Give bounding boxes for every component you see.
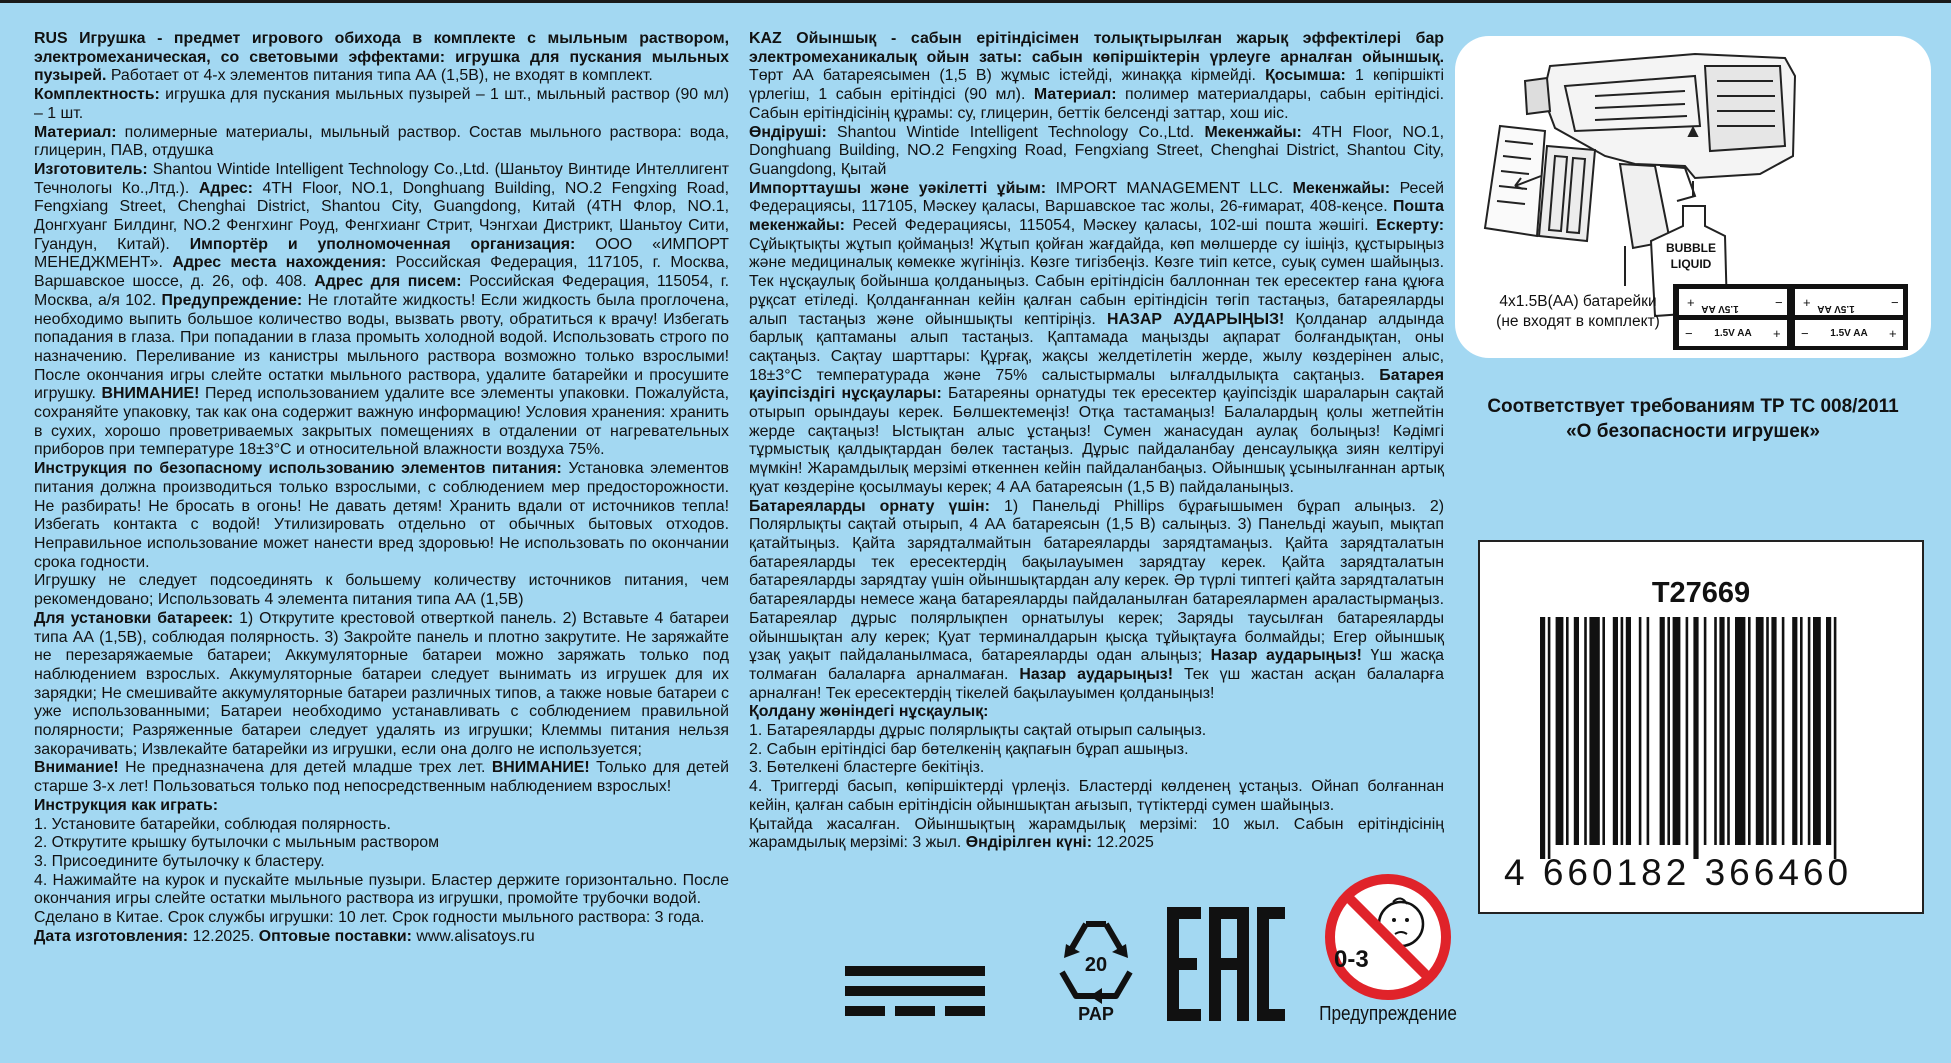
rus-origin: Сделано в Китае. Срок службы игрушки: 10 лет. Срок годности мыльного раствора: 3 года. [34,909,705,927]
barcode-bar [1673,617,1681,845]
rus-manufacturer: Изготовитель: Shantou Wintide Intelligent Technology Co.,Ltd. (Шаньтоу Винтиде Интеллигент Течнологы Ко.,Лтд.). Адрес: 4TH Floor, NO.1, Donghuang Building, NO.2 Fengxing Road, Fengxiang Street, Chenghai District, Shantou City, Guangdong, Китай (4TH Флор, NO.1, Донгхуанг Билдинг, NO.2 Фенгхинг Роуд, Фенгхианг Стрит, Чэнгхаи Дистрикт, Шаньтоу Сити, Гуандун, Китай). Импортёр и уполномоченная организация: ООО «ИМПОРТ МЕНЕДЖМЕНТ». Адрес места нахождения: Российская Федерация, 117105, г. Москва, Варшавское шоссе, д. 26, оф. 408. Адрес для писем: Российская Федерация, 115054, г. Москва, а/я 102. Предупреждение: Не глотайте жидкость! Если жидкость была проглочена, необходимо выпить большое количество воды, вызвать рвоту, обратиться к врачу! Избегать попадания в глаза. При попадании в глаза промыть холодной водой. Использовать строго по назначению. Переливание из канистры мыльного раствора возможно только взрослыми! После окончания игры слейте остатки мыльного раствора, удалите батарейки и просушите игрушку. ВНИМАНИЕ! Перед использованием удалите все элементы упаковки. Пожалуйста, сохраняйте упаковку, так как она содержит важную информацию! Условия хранения: хранить в сухих, хорошо проветриваемых закрытых помещениях в отдалении от нагревательных приборов при температуре 18±3°С и относительной влажности воздуха 75%. [34,160,729,459]
barcode-bar [1834,617,1837,859]
barcode-bar [1566,617,1569,845]
recycle-code: PAP [1078,1004,1114,1024]
rus-product-description: RUS Игрушка - предмет игрового обихода в комплекте с мыльным раствором, электромеханическая, со световыми эффектами: игрушка для пускания мыльных пузырей. Работает от 4-х элементов питания типа АА (1,5В), не входят в комплект. [34,30,729,85]
kaz-product-description: KAZ Ойыншық - сабын ерітіндісімен толықтырылған жарық эффектілері бар электромеханикалық ойын заты: сабын көпіршіктерін үрлеуге арналған ойыншық. Төрт АА батареясымен (1,5 В) жұмыс істейді, жинаққа кірмейді. Қосымша: 1 көпіршікті үрлегіш, 1 сабын ерітіндісі (90 мл). Материал: полимер материалдары, сабын ерітіндісі. Сабын ерітіндісінің құрамы: су, глицерин, беттік белсенді заттар, хош иіс. [749,30,1444,122]
barcode-bar [1574,617,1579,845]
battery-caption: 4x1.5В(АА) батарейки (не входят в комплект) [1496,293,1660,330]
barcode-bar [1589,617,1599,845]
instructions-rus [34,30,729,946]
top-border-line [0,0,1951,3]
age-label: 0-3 [1334,946,1369,973]
kaz-importer: Импорттаушы және уәкілетті ұйым: IMPORT MANAGEMENT LLC. Мекенжайы: Ресей Федерациясы, 117105, Мәскеу қаласы, Варшавское тас жолы, 26-ғимарат, 408-кеңсе. Пошта мекенжайы: Ресей Федерациясы, 115054, Мәскеу қаласы, 102-ші пошта жәшігі. Ескерту: Сұйықтықты жұтып қоймаңыз! Жұтып қойған жағдайда, көп мөлшерде су ішіңіз, құстырыңыз және медициналық көмекке жүгініңіз. Көзге тигізбеңіз. Көзге тиіп кетсе, суық сумен шайыңыз. Тек нұсқаулық бойынша қолданыңыз. Сабын ерітіндісін баллоннан тек ересектер ғана құюға рұқсат етіледі. Қолданғаннан кейін қалған сабын ерітіндісін төгіп тастаңыз, батареяларды алып тастаңыз және ойыншықты кептіріңіз. НАЗАР АУДАРЫҢЫЗ! Қолданар алдында барлық қаптаманы алып тастаңыз. Қаптамада маңызды ақпарат болғандықтан, оны сақтаңыз. Сақтау шарттары: Құрғақ, жақсы желдетілетін жерде, жылу көздерінен алыс, 18±3°С температурада және 75% салыстырмалы ылғалдылықта сақтаңыз. Батарея қауіпсіздігі нұсқаулары: Батареяны орнатуды тек ересектер қауіпсіздік шараларын сақтай отырып орындауы керек. Бөлшектемеңіз! Отқа тастамаңыз! Балалардың қолы жетпейтін жерде сақтаңыз! Ыстықтан алыс ұстаңыз! Сумен жанасудан аулақ болыңыз! Кәдімгі тұрмыстық қалдықтардан бөлек тастаңыз. Дұрыс пайдаланбау денсаулыққа зиян келтіруі мүмкін! Жарамдылық мерзімі өткеннен кейін пайдаланбаңыз. Ойыншық ұсынылғаннан артық қуат көздеріне қосылмауы керек; 4 АА батареясын (1,5 В) пайдаланыңыз. [749,179,1445,496]
barcode-bar [1756,617,1764,845]
barcode-bar [1613,617,1618,845]
battery-minus-sign: − [1891,295,1899,310]
rus-play-step: 2. Открутите крышку бутылочки с мыльным раствором [34,834,440,852]
dashed-lines-mark [845,962,985,1032]
kaz-usage-heading: Қолдану жөніндегі нұсқаулық: [749,703,989,721]
barcode-bar [1782,617,1785,845]
barcode-bar [1667,617,1670,845]
warning-caption: Предупреждение [1319,1003,1457,1025]
battery-diagram [1673,284,1908,350]
barcode-bar [1792,617,1797,845]
barcode-bar [1647,617,1650,845]
barcode-bar [1639,617,1642,845]
barcode-bar [1748,617,1751,845]
instructions-kaz [749,30,1444,853]
kaz-usage-step: 4. Триггерді басып, көпіршіктерді үрлеңіз. Бластерді көлденең ұстаңыз. Ойнап болғаннан кейін, қалған сабын ерітіндісін ойыншықтан ағызып, түтіктерді сумен шайыңыз. [749,778,1444,814]
kaz-manufacturer: Өндіруші: Shantou Wintide Intelligent Technology Co.,Ltd. Мекенжайы: 4TH Floor, NO.1, Donghuang Building, NO.2 Fengxing Road, Fengxiang Street, Chenghai District, Shantou City, Guangdong, Қытай [749,123,1444,178]
barcode-bar [1813,617,1821,845]
rus-material: Материал: полимерные материалы, мыльный раствор. Состав мыльного раствора: вода, глицерин, ПАВ, отдушка [34,123,729,160]
bottle-label-line-1: BUBBLE [1666,241,1716,255]
battery-plus-sign: + [1773,326,1781,341]
barcode-bar [1584,617,1587,845]
recycle-number: 20 [1084,954,1108,976]
kaz-origin-date: Қытайда жасалған. Ойыншықтың жарамдылық мерзімі: 10 жыл. Сабын ерітіндісінің жарамдылық мерзімі: 3 жыл. Өндірілген күні: 12.2025 [749,815,1444,852]
battery-label: 1.5V AA [1701,303,1739,314]
barcode-bar [1766,617,1769,845]
barcode-bar [1686,617,1689,845]
barcode-bar [1693,617,1698,859]
barcode-bar [1556,617,1564,845]
kaz-usage-step: 2. Сабын ерітіндісі бар бөтелкенің қақпағын бұрап ашыңыз. [749,740,1189,758]
kaz-battery-install: Батареяларды орнату үшін: 1) Панельді Phillips бұрағышымен бұрап алыңыз. 2) Полярлықты сақтай отырып, 4 АА батареясын (1,5 В) салыңыз. 3) Панельді жауып, мықтап қатайтыңыз. Қайта зарядталмайтын батареяларды зарядтамаңыз. Қайта зарядталатын батареяларды тек ересектердің бақылауымен зарядтау керек. Қайта зарядталатын батареяларды зарядтау үшін ойыншықтардан алу керек. Әр түрлі типтегі қайта зарядталатын батареяларды немесе жаңа батареяларды пайдаланылған батареялармен араластырмаңыз. Батареялар дұрыс полярлықпен орнатылуы керек; Заряды таусылған батареяларды ойыншықтан алу керек; Қуат терминалдарын қысқа тұйықтауға болмайды; Егер ойыншық ұзақ уақыт пайдаланылмаса, батареяларды одан алыңыз; Назар аударыңыз! Үш жасқа толмаған балаларға арналмаған. Назар аударыңыз! Тек үш жастан асқан балаларға арналған! Тек ересектердің тікелей бақылауымен қолданыңыз! [749,497,1444,702]
rus-age-warning: Внимание! Не предназначена для детей младше трех лет. ВНИМАНИЕ! Только для детей старше 3-х лет! Пользоваться только под непосредственным наблюдением взрослых! [34,759,729,796]
barcode-bar [1548,617,1551,859]
battery-minus-sign: − [1801,326,1809,341]
barcode-bar [1771,617,1776,845]
rus-contents: Комплектность: игрушка для пускания мыльных пузырей – 1 шт., мыльный раствор (90 мл) – 1 шт. [34,86,729,122]
battery-minus-sign: − [1685,326,1693,341]
barcode-bar [1621,617,1624,845]
battery-label: 1.5V AA [1830,328,1868,339]
battery-plus-sign: + [1687,295,1695,310]
age-warning-icon [1323,872,1453,1002]
rus-battery-install: Для установки батареек: 1) Открутите крестовой отверткой панель. 2) Вставьте 4 батареи типа АА (1,5В), соблюдая полярность. 3) Закройте панель и плотно закрутите. Не заряжайте не перезаряжаемые батареи; Аккумуляторные батареи можно заряжать только под наблюдением взрослых. Аккумуляторные батареи следует вынимать из игрушек для их зарядки; Не смешивайте аккумуляторные батареи различных типов, а также новые батареи с уже использованными; Батареи необходимо устанавливать с соблюдением правильной полярности; Разряженные батареи следует удалять из игрушки; Клеммы питания нельзя закорачивать; Извлекайте батарейки из игрушки, если она долго не используется; [34,609,729,758]
barcode-bar [1626,617,1631,845]
barcode-bar [1727,617,1730,845]
barcode-bar [1602,617,1605,845]
barcode-bar [1704,617,1707,845]
battery-minus-sign: − [1775,295,1783,310]
battery-label: 1.5V AA [1714,328,1752,339]
battery-label: 1.5V AA [1817,303,1855,314]
battery-plus-sign: + [1889,326,1897,341]
kaz-usage-step: 3. Бөтелкені бластерге бекітіңіз. [749,759,985,777]
barcode-digits: 4 660182 366460 [1504,852,1853,893]
article-number: T27669 [1651,577,1751,609]
rus-play-heading: Инструкция как играть: [34,796,219,814]
barcode-bar [1735,617,1745,845]
rus-play-step: 3. Присоедините бутылочку к бластеру. [34,852,325,870]
barcode-bar [1826,617,1831,845]
barcode-bar [1540,617,1545,859]
barcode-bar [1800,617,1803,845]
eac-mark-icon [1167,905,1287,1025]
rus-play-step: 4. Нажимайте на курок и пускайте мыльные пузыри. Бластер держите горизонтально. После окончания игры слейте остатки мыльного раствора из игрушки, промойте трубочки водой. [34,871,729,908]
rus-play-step: 1. Установите батарейки, соблюдая полярность. [34,815,391,833]
barcode-bar [1714,617,1717,845]
barcode-bar [1660,617,1665,845]
battery-plus-sign: + [1803,295,1811,310]
kaz-usage-step: 1. Батареяларды дұрыс полярлықты сақтай отырып салыңыз. [749,722,1207,740]
barcode-box [1478,540,1924,914]
rus-power-note: Игрушку не следует подсоединять к большему количеству источников питания, чем рекомендовано; Использовать 4 элемента питания типа АА (1,5В) [34,572,729,609]
barcode-bar [1719,617,1724,845]
rus-battery-safety: Инструкция по безопасному использованию элементов питания: Установка элементов питания должна производиться только взрослыми, с соблюдением мер предосторожности. Не разбирать! Не бросать в огонь! Не давать детям! Хранить вдали от источников тепла! Избегать контакта с водой! Утилизировать отдельно от обычных бытовых отходов. Неправильное использование может нанести вред здоровью! Не использовать по окончании срока годности. [34,460,729,571]
barcode-bar [1808,617,1811,845]
conformity-statement: Соответствует требованиям ТР ТС 008/2011 «О безопасности игрушек» [1487,396,1899,442]
rus-date-wholesale: Дата изготовления: 12.2025. Оптовые поставки: www.alisatoys.ru [34,927,535,945]
bottle-label-line-2: LIQUID [1670,257,1712,271]
